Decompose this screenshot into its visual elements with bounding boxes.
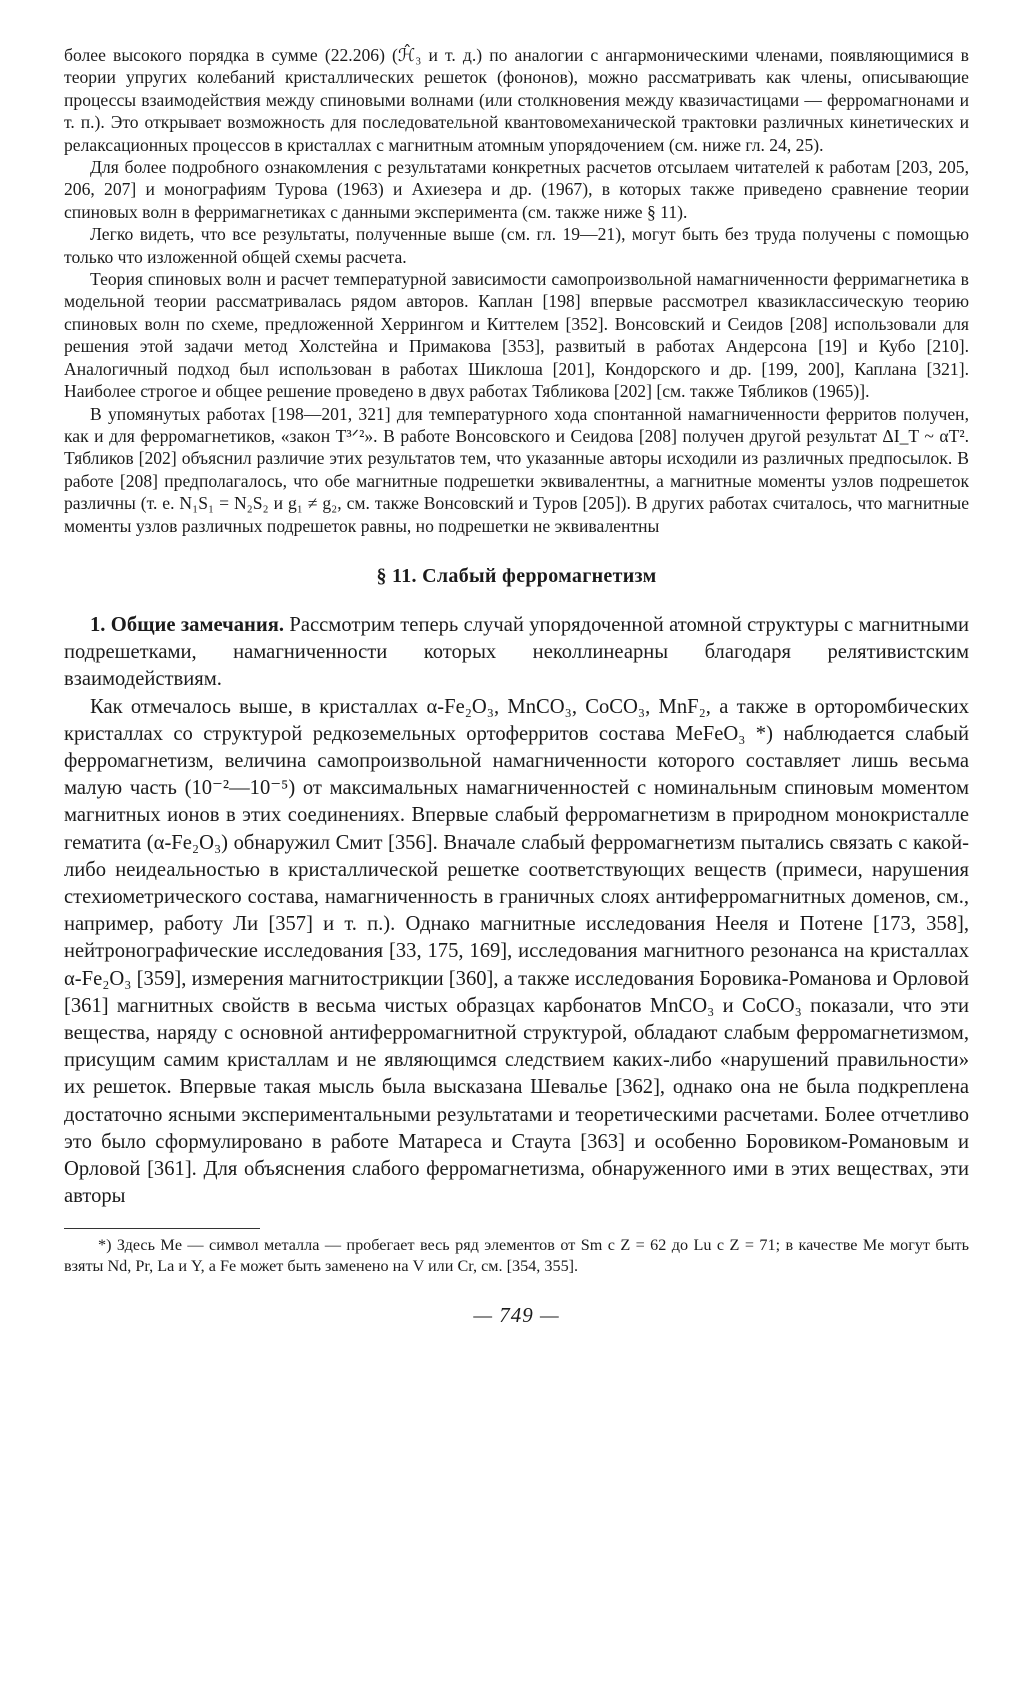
continued-text-block [64, 44, 969, 537]
paragraph: Легко видеть, что все результаты, полученные выше (см. гл. 19—21), могут быть без труда получены с помощью только что изложенной общей схемы расчета. [64, 224, 969, 267]
paragraph: Для более подробного ознакомления с результатами конкретных расчетов отсылаем читателей к работам [203, 205, 206, 207] и монографиям Турова (1963) и Ахиезера и др. (1967), в которых также приведено сравнение теории спиновых волн в ферримагнетиках с данными эксперимента (см. также ниже § 11). [64, 157, 969, 222]
paragraph [64, 612, 969, 694]
footnote-text: *) Здесь Me — символ металла — пробегает весь ряд элементов от Sm с Z = 62 до Lu с Z = 71; в качестве Me могут быть взяты Nd, Pr, La и Y, а Fe может быть заменено на V или Cr, см. [354, 355]. [64, 1236, 969, 1276]
footnote [64, 1235, 969, 1277]
paragraph: Как отмечалось выше, в кристаллах α-Fe₂O₃, MnCO₃, CoCO₃, MnF₂, а также в орторомбических кристаллах со структурой редкоземельных ортоферритов состава MeFeO₃ *) наблюдается слабый ферромагнетизм, величина самопроизвольной намагниченности которого составляет лишь весьма малую часть (10⁻²—10⁻⁵) от максимальных намагниченностей с номинальным спиновым моментом магнитных ионов в этих соединениях. Впервые слабый ферромагнетизм в природном монокристалле гематита (α-Fe₂O₃) обнаружил Смит [356]. Вначале слабый ферромагнетизм пытались связать с какой-либо неидеальностью в кристаллической решетке соответствующих веществ (примеси, нарушения стехиометрического состава, намагниченность в граничных слоях антиферромагнитных доменов, см., например, работу Ли [357] и т. п.). Однако магнитные исследования Нееля и Потене [173, 358], нейтронографические исследования [33, 175, 169], исследования магнитного резонанса на кристаллах α-Fe₂O₃ [359], измерения магнитострикции [360], а также исследования Боровика-Романова и Орловой [361] магнитных свойств в весьма чистых образцах карбонатов MnCO₃ и CoCO₃ показали, что эти вещества, наряду с основной антиферромагнитной структурой, обладают слабым ферромагнетизмом, присущим самим кристаллам и не являющимся следствием каких-либо «нарушений правильности» их решеток. Впервые такая мысль была высказана Шевалье [362], однако она не была подкреплена достаточно ясными экспериментальными результатами и теоретическими расчетами. Более отчетливо это было сформулировано в работе Матареса и Стаута [363] и особенно Боровиком-Романовым и Орловой [361]. Для объяснения слабого ферромагнетизма, обнаруженного ими в этих веществах, эти авторы [64, 695, 969, 1208]
paragraph: В упомянутых работах [198—201, 321] для температурного хода спонтанной намагниченности ферритов получен, как и для ферромагнетиков, «закон T³ᐟ²». В работе Вонсовского и Сеидова [208] получен другой результат ΔI_T ~ αT². Тябликов [202] объяснил различие этих результатов тем, что указанные авторы исходили из различных предпосылок. В работе [208] предполагалось, что обе магнитные подрешетки эквивалентны, а магнитные моменты узлов подрешеток различны (т. е. N₁S₁ = N₂S₂ и g₁ ≠ g₂, см. также Вонсовский и Туров [205]). В других работах считалось, что магнитные моменты узлов различных подрешеток равны, но подрешетки не эквивалентны [64, 403, 969, 536]
page-number: — 749 — [473, 1303, 560, 1328]
footnote-divider [64, 1228, 260, 1229]
section-heading: § 11. Слабый ферромагнетизм [376, 564, 657, 587]
section-text-block [64, 612, 969, 1210]
subsection-title: 1. Общие замечания. [90, 613, 285, 636]
paragraph-text: Рассмотрим теперь случай упорядоченной атомной структуры с магнитными подрешетками, намагниченности которых неколлинеарны благодаря релятивистским взаимодействиям. [64, 613, 969, 691]
paragraph: более высокого порядка в сумме (22.206) (ℋ̂₃ и т. д.) по аналогии с ангармоническими членами, появляющимися в теории упругих колебаний кристаллических решеток (фононов), можно рассматривать как члены, описывающие процессы взаимодействия между спиновыми волнами (или столкновения между квазичастицами — ферромагнонами и т. п.). Это открывает возможность для последовательной квантовомеханической трактовки различных кинетических и релаксационных процессов в кристаллах с магнитным атомным упорядочением (см. ниже гл. 24, 25). [64, 45, 969, 155]
paragraph: Теория спиновых волн и расчет температурной зависимости самопроизвольной намагниченности ферримагнетика в модельной теории рассматривалась рядом авторов. Каплан [198] впервые рассмотрел квазиклассическую теорию спиновых волн по схеме, предложенной Херрингом и Киттелем [352]. Вонсовский и Сеидов [208] использовали для решения этой задачи метод Холстейна и Примакова [353], развитый в работах Андерсона [19] и Кубо [210]. Аналогичный подход был использован в работах Шиклоша [201], Кондорского и др. [199, 200], Каплана [321]. Наиболее строгое и общее решение проведено в двух работах Тябликова [202] [см. также Тябликов (1965)]. [64, 269, 969, 402]
